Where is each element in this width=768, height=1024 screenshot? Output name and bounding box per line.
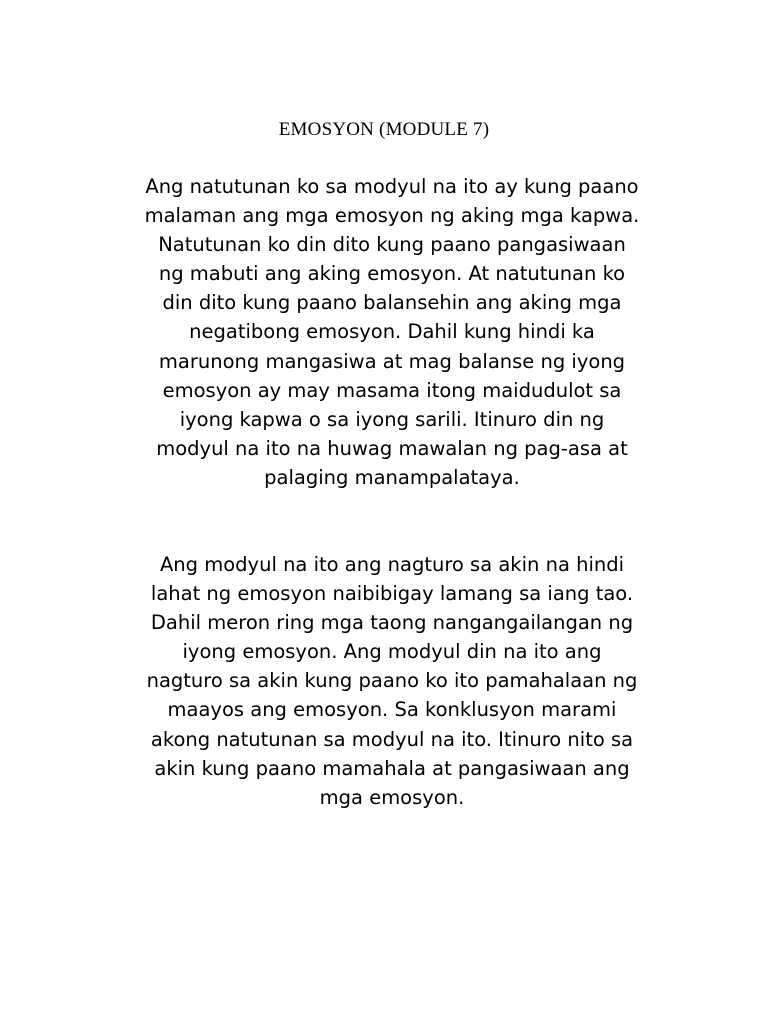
- paragraph-1: Ang natutunan ko sa modyul na ito ay kung paano malaman ang mga emosyon ng aking mga kapwa. Natutunan ko din dito kung paano pangasiwaan ng mabuti ang aking emosyon. At natutunan ko din dito kung paano balansehin ang aking mga negatibong emosyon. Dahil kung hindi ka marunong mangasiwa at mag balanse ng iyong emosyon ay may masama itong maidudulot sa iyong kapwa o sa iyong sarili. Itinuro din ng modyul na ito na huwag mawalan ng pag-asa at palaging manampalataya.: [144, 175, 640, 489]
- document-title: EMOSYON (MODULE 7): [278, 119, 490, 140]
- paragraph-2: Ang modyul na ito ang nagturo sa akin na hindi lahat ng emosyon naibibigay lamang sa iang tao. Dahil meron ring mga taong nangangailangan ng iyong emosyon. Ang modyul din na ito ang nagturo sa akin kung paano ko ito pamahalaan ng maayos ang emosyon. Sa konklusyon marami akong natutunan sa modyul na ito. Itinuro nito sa akin kung paano mamahala at pangasiwaan ang mga emosyon.: [146, 553, 638, 809]
